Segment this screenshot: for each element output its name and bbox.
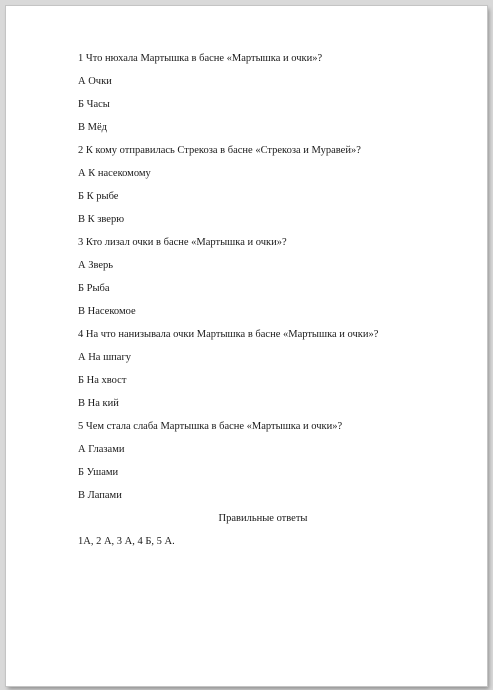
- question-2: 2 К кому отправилась Стрекоза в басне «Стрекоза и Муравей»?: [78, 145, 361, 156]
- question-2-option-a: А К насекомому: [78, 168, 151, 179]
- document-page: [6, 6, 487, 686]
- question-5-option-a: А Глазами: [78, 444, 125, 455]
- question-5-option-b: Б Ушами: [78, 467, 119, 478]
- question-4-option-b: Б На хвост: [78, 375, 127, 386]
- question-5: 5 Чем стала слаба Мартышка в басне «Мартышка и очки»?: [78, 421, 343, 432]
- question-5-option-c: В Лапами: [78, 490, 122, 501]
- question-2-option-c: В К зверю: [78, 214, 125, 225]
- question-1: 1 Что нюхала Мартышка в басне «Мартышка и очки»?: [78, 53, 323, 64]
- answers-line: 1А, 2 А, 3 А, 4 Б, 5 А.: [78, 536, 175, 547]
- question-3-option-c: В Насекомое: [78, 306, 136, 317]
- question-1-option-c: В Мёд: [78, 122, 107, 133]
- question-1-option-a: А Очки: [78, 76, 112, 87]
- question-3: 3 Кто лизал очки в басне «Мартышка и очки»?: [78, 237, 287, 248]
- question-4-option-c: В На кий: [78, 398, 119, 409]
- question-4: 4 На что нанизывала очки Мартышка в басне «Мартышка и очки»?: [78, 329, 379, 340]
- answers-heading: Правильные ответы: [218, 513, 308, 524]
- document-body: [78, 52, 448, 558]
- question-3-option-a: А Зверь: [78, 260, 114, 271]
- question-3-option-b: Б Рыба: [78, 283, 110, 294]
- question-1-option-b: Б Часы: [78, 99, 110, 110]
- question-2-option-b: Б К рыбе: [78, 191, 119, 202]
- question-4-option-a: А На шпагу: [78, 352, 131, 363]
